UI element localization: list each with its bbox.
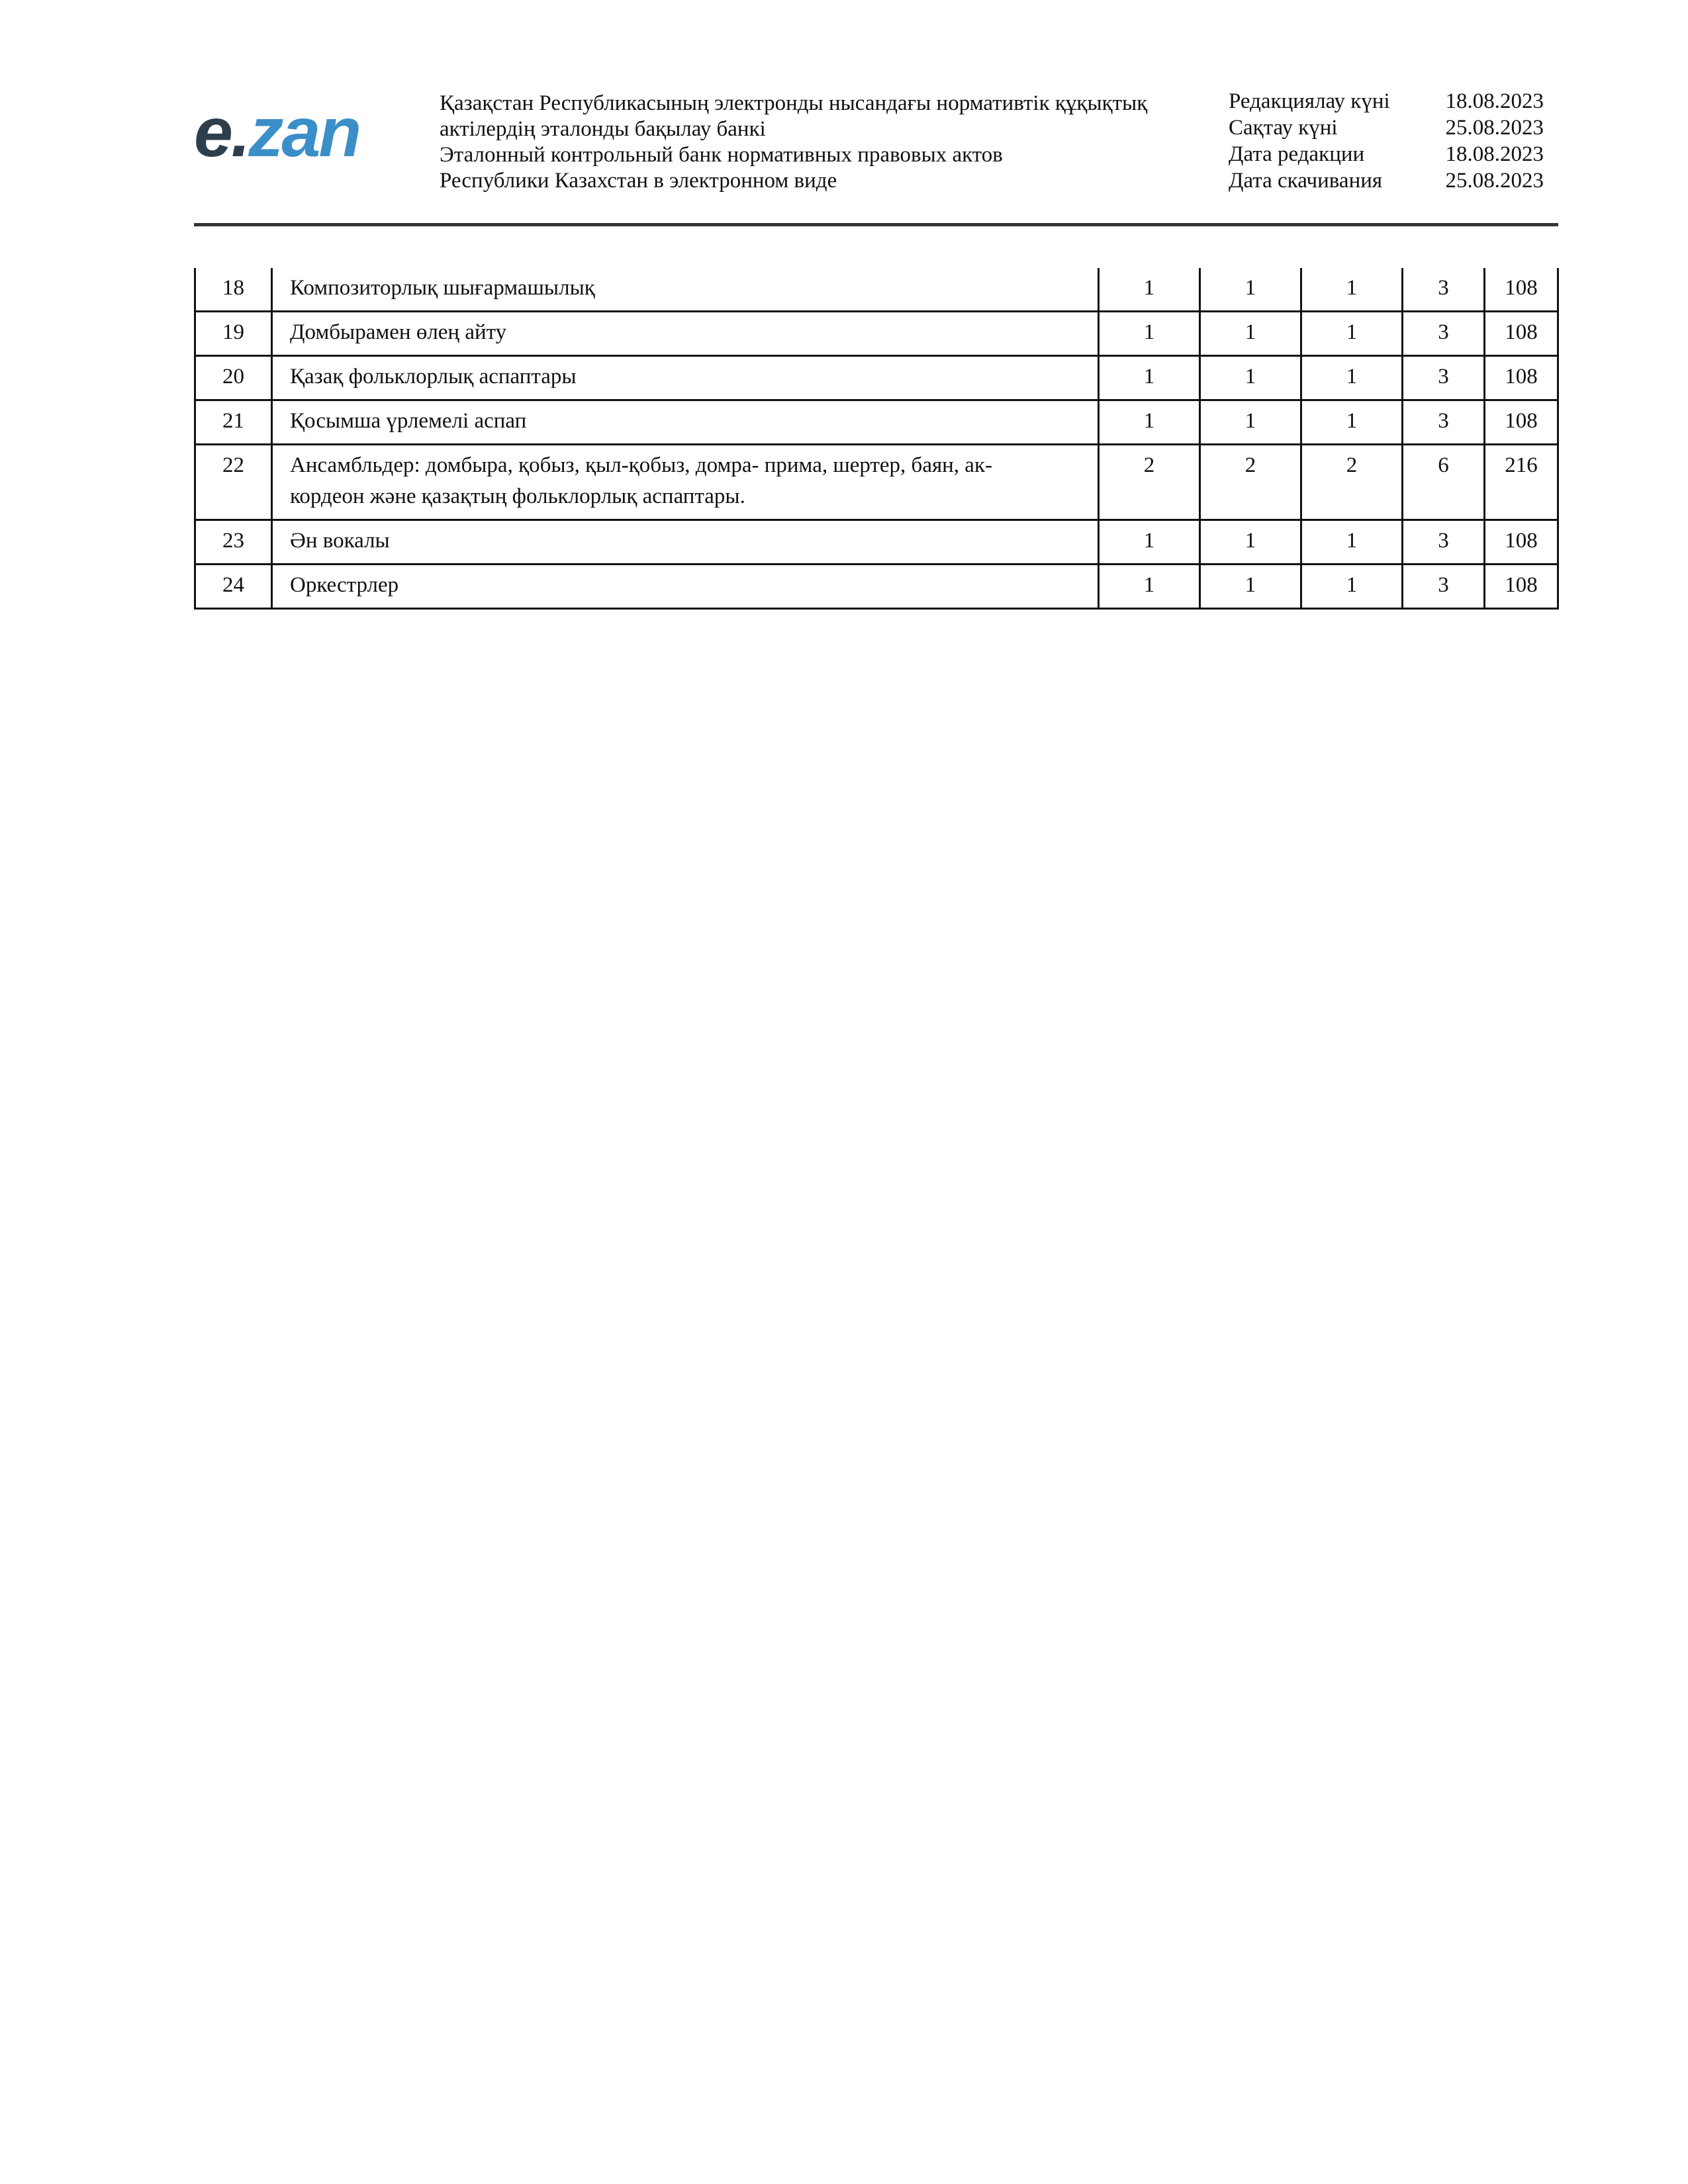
subject-name: Композиторлық шығармашылық [272,268,1099,312]
table-row [195,445,1558,520]
meta-label: Дата редакции [1229,142,1365,166]
cell-total: 108 [1485,268,1558,312]
table-row [195,565,1558,609]
cell-value: 1 [1200,565,1301,609]
meta-value: 25.08.2023 [1445,169,1544,193]
subject-name-line: Ансамбльдер: домбыра, қобыз, қыл-қобыз, домра- прима, шертер, баян, ак- [290,453,992,477]
ezan-logo [194,93,393,171]
cell-total: 216 [1485,445,1558,520]
cell-value: 1 [1301,356,1403,400]
meta-row-save-date-kz [1229,114,1544,141]
table-row [195,400,1558,445]
subject-name [272,445,1099,520]
meta-row-download-date-ru [1229,167,1544,194]
row-number: 21 [195,400,272,445]
cell-value: 1 [1099,268,1200,312]
cell-value: 1 [1200,268,1301,312]
cell-value: 1 [1200,520,1301,565]
header-meta [1229,88,1544,194]
subject-name: Қосымша үрлемелі аспап [272,400,1099,445]
subject-name: Оркестрлер [272,565,1099,609]
cell-value: 1 [1200,312,1301,356]
meta-value: 25.08.2023 [1445,116,1544,140]
cell-total: 108 [1485,520,1558,565]
cell-total: 108 [1485,356,1558,400]
cell-value: 1 [1099,400,1200,445]
row-number: 18 [195,268,272,312]
subject-name: Қазақ фольклорлық аспаптары [272,356,1099,400]
header-title-line: Республики Казахстан в электронном виде [440,169,837,193]
cell-value: 3 [1403,268,1485,312]
cell-value: 1 [1301,400,1403,445]
logo-zan: zan [248,93,360,171]
row-number: 19 [195,312,272,356]
table-row [195,312,1558,356]
cell-value: 1 [1200,356,1301,400]
cell-value: 1 [1301,520,1403,565]
cell-value: 2 [1099,445,1200,520]
logo-dot: . [230,93,249,171]
table-row [195,356,1558,400]
header-titles [440,91,1181,194]
cell-value: 6 [1403,445,1485,520]
meta-label: Дата скачивания [1229,169,1383,193]
cell-value: 3 [1403,520,1485,565]
cell-value: 1 [1099,312,1200,356]
logo-e: e [194,93,231,171]
table-row [195,268,1558,312]
cell-value: 1 [1099,565,1200,609]
row-number: 24 [195,565,272,609]
cell-value: 1 [1099,520,1200,565]
cell-total: 108 [1485,400,1558,445]
cell-value: 3 [1403,400,1485,445]
subject-name-line: кордеон және қазақтың фольклорлық аспаптары. [290,484,745,508]
cell-total: 108 [1485,565,1558,609]
cell-value: 3 [1403,312,1485,356]
meta-value: 18.08.2023 [1445,142,1544,166]
cell-value: 3 [1403,356,1485,400]
cell-value: 3 [1403,565,1485,609]
meta-row-edit-date-kz [1229,88,1544,114]
subject-name: Ән вокалы [272,520,1099,565]
row-number: 22 [195,445,272,520]
meta-label: Сақтау күні [1229,116,1338,140]
row-number: 23 [195,520,272,565]
header-title-line: актілердің эталонды бақылау банкі [440,117,766,141]
subject-name: Домбырамен өлең айту [272,312,1099,356]
table-row [195,520,1558,565]
meta-row-edit-date-ru [1229,141,1544,167]
cell-value: 2 [1200,445,1301,520]
row-number: 20 [195,356,272,400]
meta-label: Редакциялау күні [1229,89,1390,113]
cell-value: 2 [1301,445,1403,520]
cell-value: 1 [1200,400,1301,445]
meta-value: 18.08.2023 [1445,89,1544,113]
curriculum-table [194,268,1559,610]
cell-value: 1 [1301,312,1403,356]
cell-value: 1 [1301,565,1403,609]
cell-total: 108 [1485,312,1558,356]
cell-value: 1 [1099,356,1200,400]
cell-value: 1 [1301,268,1403,312]
header-title-line: Қазақстан Республикасының электронды нысандағы нормативтік құқықтық [440,91,1148,115]
header-title-line: Эталонный контрольный банк нормативных правовых актов [440,143,1003,167]
header-divider [194,223,1558,226]
